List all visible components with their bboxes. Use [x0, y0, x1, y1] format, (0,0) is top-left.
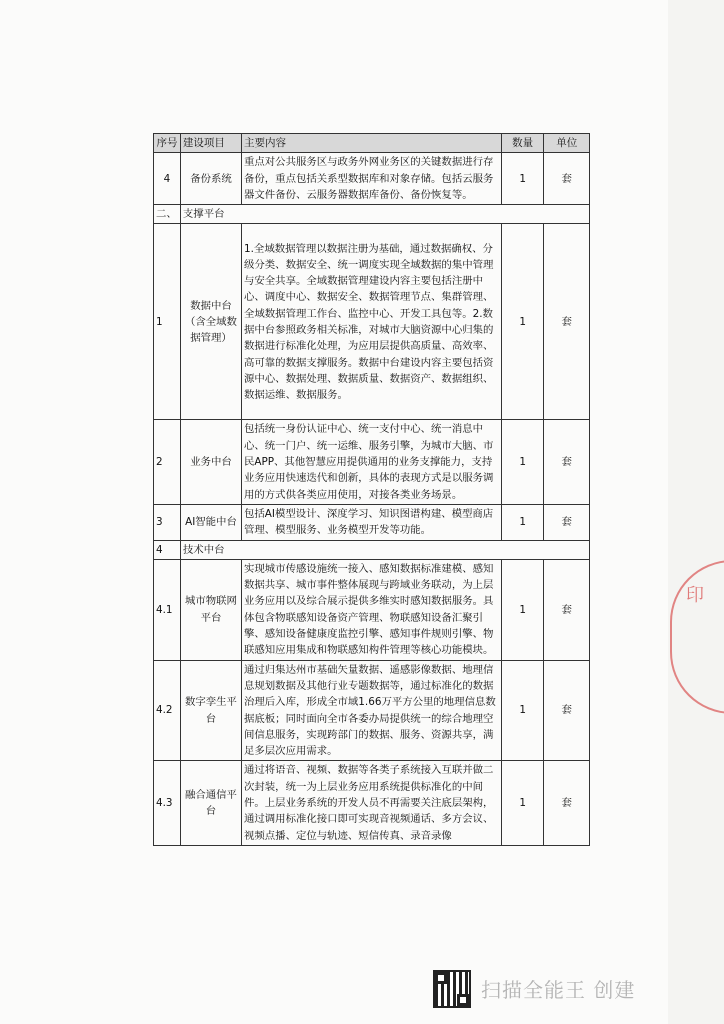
seal-text: 印	[683, 585, 704, 603]
row-desc: 包括统一身份认证中心、统一支付中心、统一消息中心、统一门户、统一运维、服务引擎，为城市大脑、市民APP、其他智慧应用提供通用的业务支撑能力，支持业务应用快速迭代和创新，具体的表现方式是以服务调用的方式供各类应用使用，对接各类业务场景。	[242, 420, 502, 504]
row-qty: 1	[501, 559, 543, 660]
section-no: 4	[154, 540, 181, 559]
table-row	[154, 504, 590, 540]
table-row	[154, 660, 590, 761]
section-name: 支撑平台	[180, 205, 589, 224]
header-project: 建设项目	[180, 134, 241, 153]
row-qty: 1	[501, 420, 543, 504]
row-qty: 1	[501, 153, 543, 205]
row-unit: 套	[544, 224, 590, 420]
header-no: 序号	[154, 134, 181, 153]
header-qty: 数量	[501, 134, 543, 153]
row-no: 4.1	[154, 559, 181, 660]
row-name: AI智能中台	[180, 504, 241, 540]
row-desc: 通过将语音、视频、数据等各类子系统接入互联并做二次封装，统一为上层业务应用系统提供标准化的中间件。上层业务系统的开发人员不再需要关注底层架构，通过调用标准化接口即可实现音视频通话、多方会议、视频点播、定位与轨迹、短信传真、录音录像	[242, 761, 502, 845]
row-name: 数字孪生平台	[180, 660, 241, 761]
header-unit: 单位	[544, 134, 590, 153]
qr-code-icon	[433, 970, 471, 1008]
table-header-row	[154, 134, 590, 153]
section-no: 二、	[154, 205, 181, 224]
row-unit: 套	[544, 420, 590, 504]
row-name: 融合通信平台	[180, 761, 241, 845]
row-desc: 通过归集达州市基础矢量数据、遥感影像数据、地理信息规划数据及其他行业专题数据等，通过标准化的数据治理后入库，形成全市域1.66万平方公里的地理信息数据底板；同时面向全市各委办局提供统一的综合地理空间信息服务，实现跨部门的数据、服务、资源共享，满足多层次应用需求。	[242, 660, 502, 761]
row-desc: 包括AI模型设计、深度学习、知识图谱构建、模型商店管理、模型服务、业务模型开发等功能。	[242, 504, 502, 540]
row-no: 1	[154, 224, 181, 420]
row-unit: 套	[544, 559, 590, 660]
row-name: 业务中台	[180, 420, 241, 504]
row-no: 2	[154, 420, 181, 504]
table-row	[154, 420, 590, 504]
row-unit: 套	[544, 660, 590, 761]
row-desc: 重点对公共服务区与政务外网业务区的关键数据进行存备份，重点包括关系型数据库和对象存储。包括云服务器文件备份、云服务器数据库备份、备份恢复等。	[242, 153, 502, 205]
row-no: 3	[154, 504, 181, 540]
row-no: 4	[154, 153, 181, 205]
row-qty: 1	[501, 224, 543, 420]
scanner-watermark: 扫描全能王 创建	[481, 978, 636, 1002]
row-name: 备份系统	[180, 153, 241, 205]
row-desc: 1.全域数据管理以数据注册为基础，通过数据确权、分级分类、数据安全、统一调度实现全域数据的集中管理与安全共享。全域数据管理建设内容主要包括注册中心、调度中心、数据安全、数据管理节点、集群管理、全域数据管理工作台、监控中心、开发工具包等。2.数据中台参照政务相关标准，对城市大脑资源中心归集的数据进行标准化处理，为应用层提供高质量、高效率、高可靠的数据支撑服务。数据中台建设内容主要包括资源中心、数据处理、数据质量、数据资产、数据组织、数据运维、数据服务。	[242, 224, 502, 420]
row-qty: 1	[501, 504, 543, 540]
row-name: 城市物联网平台	[180, 559, 241, 660]
row-qty: 1	[501, 660, 543, 761]
row-desc: 实现城市传感设施统一接入、感知数据标准建模、感知数据共享、城市事件整体展现与跨域业务联动，为上层业务应用以及综合展示提供多维实时感知数据服务。具体包含物联感知设备资产管理、物联感知设备汇聚引擎、感知设备健康度监控引擎、感知事件规则引擎、物联感知应用集成和物联感知构件管理等核心功能模块。	[242, 559, 502, 660]
row-unit: 套	[544, 761, 590, 845]
table-row	[154, 559, 590, 660]
table-row	[154, 761, 590, 845]
section-name: 技术中台	[180, 540, 589, 559]
row-unit: 套	[544, 504, 590, 540]
red-seal-stamp	[670, 560, 724, 714]
row-qty: 1	[501, 761, 543, 845]
row-name: 数据中台（含全域数据管理）	[180, 224, 241, 420]
row-no: 4.2	[154, 660, 181, 761]
header-content: 主要内容	[242, 134, 502, 153]
row-no: 4.3	[154, 761, 181, 845]
construction-items-table	[153, 133, 590, 846]
row-unit: 套	[544, 153, 590, 205]
table-row	[154, 224, 590, 420]
table-row	[154, 153, 590, 205]
section-row	[154, 205, 590, 224]
section-row	[154, 540, 590, 559]
